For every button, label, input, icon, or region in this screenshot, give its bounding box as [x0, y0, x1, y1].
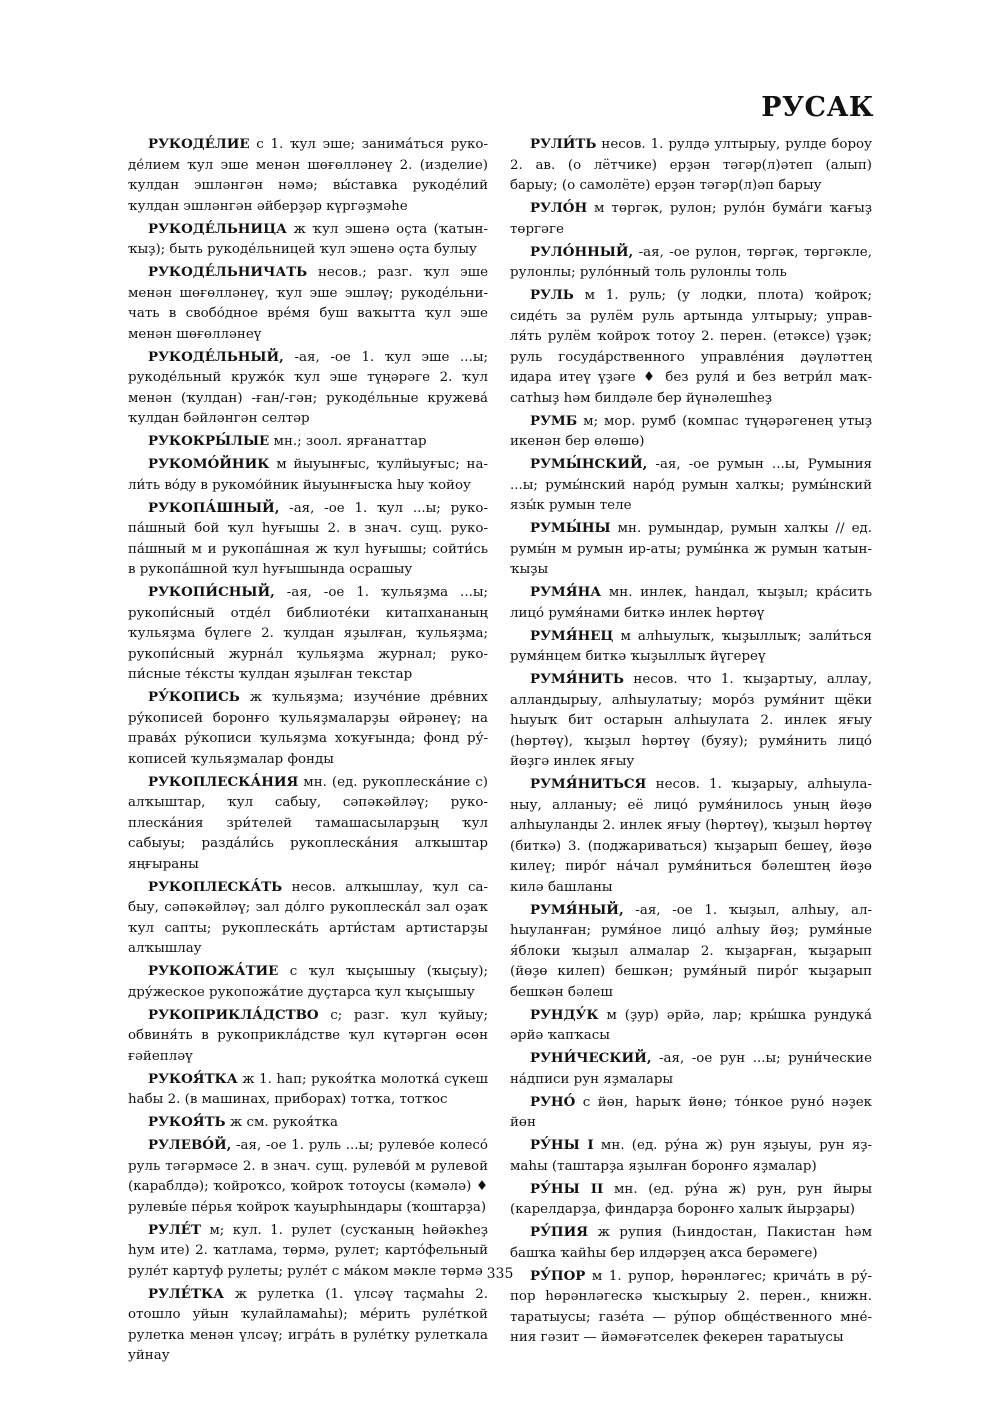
headword: РУНДУ́К [530, 1006, 599, 1023]
definition: мн. инлек, һандал, ҡыҙыл; кра́сить лицо́ румя́нами биткә инлек һөртөү [510, 585, 872, 621]
definition: несов. 1. рулдә ултырыу, рулде бороу 2. ав. (о лётчике) ерҙән тәгәр(л)әтеп (алып) барыу; (о самолёте) ерҙән тәгәр(л)әп барыу [510, 137, 872, 193]
definition: м йыуынғыс, ҡулйыуғыс; нали́ть во́ду в рукомо́йник йыуынғысҡа һыу ҡойоу [128, 457, 488, 493]
entry [510, 582, 872, 624]
entry [128, 1284, 488, 1367]
headword: РУКОЯ́ТКА [148, 1070, 238, 1087]
headword: РУМБ [530, 412, 578, 429]
definition: м төргәк, рулон; руло́н бума́ги ҡағыҙ төргәге [510, 201, 872, 237]
headword: РУНО́ [530, 1093, 576, 1110]
definition: -ая, -ое 1. ҡульяҙма ...ы; рукопи́сный отде́л библиоте́ки китапхананың ҡульяҙма бүлеге 2. ҡулдан яҙылған, ҡульяҙма; рукопи́сный журна́л ҡульяҙма журнал; рукопи́сные те́ксты ҡулдан яҙылған текстар [128, 585, 488, 682]
entry [128, 877, 488, 960]
definition: -ая, -ое 1. ҡыҙыл, алһыу, алһыуланған; румя́ное лицо́ алһыу йөҙ; румя́ные я́блоки ҡыҙыл алмалар 2. ҡыҙарған, ҡыҙарып (йөҙө килеп) бешкән; румя́ный пиро́г ҡыҙарып бешкән бәлеш [510, 902, 872, 1000]
definition: ж рупия (Һиндостан, Пакистан һәм башҡа ҡайһы бер илдәрҙең аҡса берәмеге) [510, 1225, 872, 1261]
entry [128, 1005, 488, 1068]
entry [510, 454, 872, 517]
headword: РУКОПА́ШНЫЙ, [148, 499, 280, 516]
headword: РУКОДЕ́ЛИЕ [148, 136, 250, 152]
headword: РУ́НЫ II [530, 1180, 604, 1197]
entry [128, 454, 488, 496]
definition: несов.; разг. ҡул эше менән шөғөлләнеү, ҡул эше эшләү; рукоде́льничать в свобо́дное вре́мя буш ваҡытта ҡул эше менән шөғөлләнеү [128, 265, 488, 342]
headword: РУЛЬ [530, 287, 574, 303]
entry [128, 582, 488, 686]
headword: РУЛИ́ТЬ [530, 136, 597, 152]
running-head: РУСАК [761, 92, 874, 123]
headword: РУЛО́ННЫЙ, [530, 243, 634, 260]
entry [510, 1005, 872, 1047]
definition: -ая, -ое 1. ҡул эше ...ы; рукоде́льный кружо́к ҡул эше түңәрәге 2. ҡул менән (ҡулдан) -ған/-гән; рукоде́льные кружева́ ҡулдан бәйләнгән селтәр [128, 349, 488, 426]
definition: -ая, -ое рулон, төргәк, төргәкле, рулонлы; руло́нный толь рулонлы толь [510, 244, 872, 280]
headword: РУКОПЛЕСКА́НИЯ [148, 773, 299, 790]
definition: мн. румындар, румын халҡы // ед. румы́н м румын ир-аты; румы́нка ж румын ҡатын-ҡыҙы [510, 521, 872, 577]
definition: -ая, -ое 1. ҡул ...ы; рукопа́шный бой ҡул һуғышы 2. в знач. сущ. рукопа́шный м и рукопа́шная ж ҡул һуғышы; сойти́сь в рукопа́шной ҡул һуғышында осрашыу [128, 500, 488, 577]
headword: РУКОПОЖА́ТИЕ [148, 963, 279, 979]
definition: ж ҡульяҙма; изуче́ние дре́вних ру́кописей боронғо ҡульяҙмаларҙы өйрәнеү; на права́х ру́кописи ҡульяҙма хоҡуғында; фонд ру́кописей ҡульяҙмалар фонды [128, 690, 488, 767]
headword: РУКОКРЫ́ЛЫЕ [148, 433, 270, 449]
definition: мн.; зоол. ярғанаттар [269, 434, 427, 449]
headword: РУМЯ́НИТЬСЯ [530, 776, 647, 792]
headword: РУКОПИ́СНЫЙ, [148, 584, 275, 600]
definition: несов. 1. ҡыҙарыу, алһыуланыу, алланыу; её лицо́ румя́нилось уның йөҙө алһыуланды 2. инлек яғыу (һөртөү), ҡыҙыл һөртөү (биткә) 3. (поджариваться) ҡыҙарып бешеү, йөҙө килеү; пиро́г на́чал румя́ниться бәлештең йөҙө килә башланы [510, 777, 872, 895]
entry [510, 198, 872, 240]
headword: РУ́КОПИСЬ [148, 689, 240, 705]
entry [128, 1135, 488, 1218]
definition: с йөн, һарыҡ йөнө; то́нкое руно́ нәҙек йөн [510, 1094, 872, 1130]
entry [510, 774, 872, 898]
entry [510, 626, 872, 668]
entry [510, 242, 872, 284]
entry [510, 1222, 872, 1264]
definition: мн. (ед. рукоплеска́ние с) алҡыштар, ҡул сабыу, сәпәкәйләү; рукоплеска́ния зри́телей тамашасыларҙың ҡул сабыуы; разда́ли́сь рукоплеска́ния алҡыштар яңғыраны [128, 774, 488, 872]
definition: ж см. рукоя́тка [225, 1115, 338, 1130]
entry [510, 1179, 872, 1221]
definition: -ая, -ое румын ...ы, Румыния ...ы; румы́нский наро́д румын халҡы; румы́нский язы́к румын теле [510, 457, 872, 513]
entry [510, 900, 872, 1004]
entry [510, 669, 872, 773]
entry [128, 687, 488, 770]
page-number: 335 [486, 1266, 514, 1282]
entry [128, 772, 488, 876]
definition: с ҡул ҡыҫышыу (ҡыҫыу); дру́жеское рукопожа́тие дуҫтарса ҡул ҡыҫышыу [128, 964, 488, 1000]
headword: РУЛЕВО́Й, [148, 1137, 232, 1153]
headword: РУМЯ́НЕЦ [530, 627, 614, 644]
definition: с; разг. ҡул ҡуйыу; обвиня́ть в рукоприкла́дстве ҡул күтәргән өсөн ғәйепләү [128, 1007, 488, 1064]
entry [128, 498, 488, 581]
definition: м (ҙур) әрйә, лар; кры́шка рундука́ әрйә ҡапҡасы [510, 1007, 872, 1043]
entry [510, 1092, 872, 1134]
headword: РУЛЕ́ТКА [148, 1285, 225, 1302]
definition: мн. (ед. ру́на ж) рун, рун йыры (карелдарҙа, финдарҙа боронғо халыҡ йырҙары) [510, 1181, 872, 1217]
headword: РУЛО́Н [530, 200, 588, 216]
headword: РУМЫ́НЫ [530, 520, 611, 536]
headword: РУКОДЕ́ЛЬНИЦА [148, 220, 287, 237]
right-column [510, 134, 872, 1350]
definition: м; кул. 1. рулет (сусҡаның һөйәкһеҙ һум ите) 2. ҡатлама, төрмә, рулет; карто́фельный руле́т картуф рулеты; руле́т с ма́ком мәкле төрмә [128, 1222, 488, 1279]
definition: ж 1. һап; рукоя́тка молотка́ сүкеш һабы 2. (в машинах, приборах) тотҡа, тотҡос [128, 1071, 488, 1107]
definition: ж ҡул эшенә оҫта (ҡатын-ҡыҙ); быть рукоде́льницей ҡул эшенә оҫта булыу [128, 221, 488, 257]
entry [510, 1048, 872, 1090]
headword: РУКОПРИКЛА́ДСТВО [148, 1006, 319, 1023]
entry [128, 961, 488, 1003]
definition: -ая, -ое рун ...ы; руни́ческие на́дписи рун яҙмалары [510, 1051, 872, 1087]
headword: РУМЯ́НА [530, 584, 602, 600]
entry [128, 431, 488, 453]
entry [128, 347, 488, 430]
entry [510, 134, 872, 197]
headword: РУМЯ́НИТЬ [530, 671, 624, 687]
headword: РУКОМО́ЙНИК [148, 456, 270, 472]
definition: несов. что 1. ҡыҙартыу, аллау, алландырыу, алһыулатыу; моро́з румя́нит щёки һыуыҡ бит остарын алһыулата 2. инлек яғыу (һөртөү), ҡыҙыл һөртөү (буяу); румя́нить лицо́ йөҙгә инлек яғыу [510, 672, 872, 769]
headword: РУКОДЕ́ЛЬНЫЙ, [148, 348, 284, 365]
headword: РУМЫ́НСКИЙ, [530, 456, 648, 472]
definition: м 1. руль; (у лодки, плота) ҡойроҡ; сиде́ть за рулём руль артында ултырыу; управля́ть рулём ҡойроҡ тотоу 2. перен. (етәксе) үҙәк; руль госуда́рственного управле́ния дәүләттең идара итеү үҙәге ♦ без руля́ и без ветри́л маҡсатһыҙ һәм билдәле бер йүнәлешһеҙ [510, 288, 872, 406]
definition: мн. (ед. ру́на ж) рун яҙыуы, рун яҙмаһы (таштарҙа яҙылған боронғо яҙмалар) [510, 1138, 873, 1174]
headword: РУКОЯ́ТЬ [148, 1114, 226, 1130]
entry [510, 1135, 872, 1177]
entry [128, 1069, 488, 1111]
definition: м; мор. румб (компас түңәрәгенең утыҙ икенән бер өлөшө) [510, 413, 872, 449]
left-column [128, 134, 488, 1368]
definition: -ая, -ое 1. руль ...ы; рулево́е колесо́ руль тәгәрмәсе 2. в знач. сущ. рулево́й м рулевой (караблдә); ҡойроҡсо, ҡойроҡ тотоусы (кәмәлә) ♦ рулевы́е пе́рья ҡойроҡ ҡауырһындары (ҡоштарҙа) [128, 1138, 488, 1215]
headword: РУ́НЫ I [530, 1137, 594, 1153]
entry [128, 1112, 488, 1134]
definition: м алһыулыҡ, ҡыҙыллыҡ; зали́ться румя́нцем биткә ҡыҙыллыҡ йүгереү [510, 628, 872, 664]
definition: ж рулетка (1. үлсәү таҫмаһы 2. отошло уйын ҡулайламаһы); ме́рить руле́ткой рулетка менән үлсәү; игра́ть в руле́тку рулеткала уйнау [128, 1286, 488, 1363]
definition: м 1. рупор, һөрәнләгес; крича́ть в ру́пор һөрәнләгескә ҡысҡырыу 2. перен., книжн. таратыусы; газе́та — ру́пор обще́ственного мне́ния гәзит — йәмәғәтселек фекерен таратыусы [510, 1268, 872, 1345]
entry [510, 518, 872, 581]
headword: РУМЯ́НЫЙ, [530, 901, 624, 918]
entry [510, 285, 872, 409]
entry [128, 219, 488, 261]
headword: РУНИ́ЧЕСКИЙ, [530, 1050, 652, 1066]
headword: РУ́ПИЯ [530, 1224, 589, 1240]
entry [128, 134, 488, 217]
definition: несов. алҡышлау, ҡул сабыу, сәпәкәйләү; зал до́лго рукоплеска́л зал оҙаҡ ҡул сапты; рукоплеска́ть арти́стам артистарҙы алҡышлау [128, 879, 488, 956]
headword: РУКОДЕ́ЛЬНИЧАТЬ [148, 264, 308, 280]
entry [510, 411, 872, 453]
headword: РУЛЕ́Т [148, 1221, 201, 1238]
definition: с 1. ҡул эше; занима́ться рукоде́лием ҡул эше менән шөғөлләнеү 2. (изделие) ҡулдан эшләнгән нәмә; вы́ставка рукоде́лий ҡулдан эшләнгән әйберҙәр күргәҙмәһе [128, 137, 488, 214]
headword: РУ́ПОР [530, 1267, 586, 1284]
headword: РУКОПЛЕСКА́ТЬ [148, 878, 283, 895]
entry [128, 262, 488, 345]
